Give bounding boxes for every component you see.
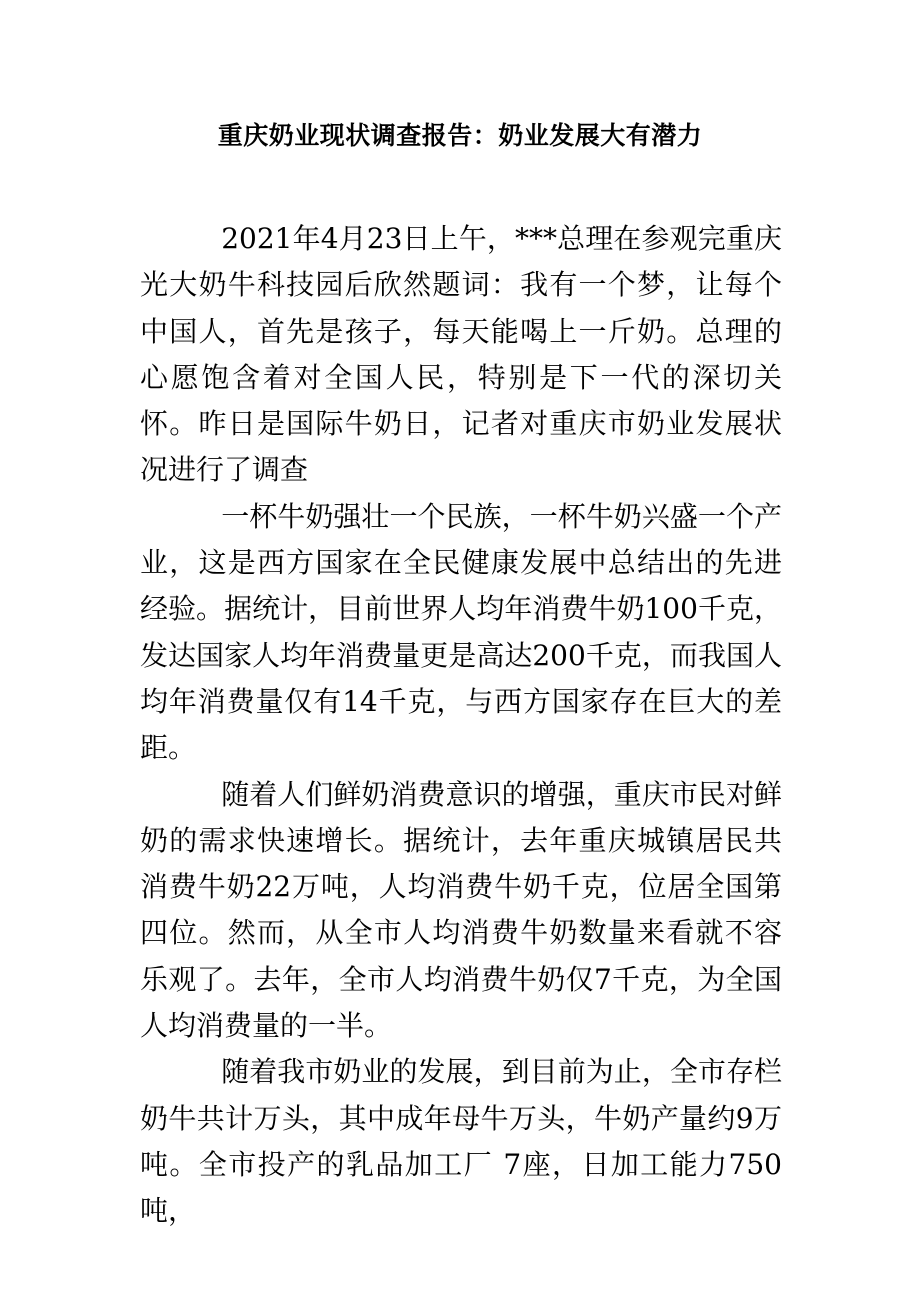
document-body xyxy=(140,216,782,1235)
paragraph-4: 随着我市奶业的发展，到目前为止，全市存栏奶牛共计万头，其中成年母牛万头，牛奶产量约9万吨。全市投产的乳品加工厂 7座，日加工能力750吨， xyxy=(140,1055,782,1228)
paragraph-3: 随着人们鲜奶消费意识的增强，重庆市民对鲜奶的需求快速增长。据统计，去年重庆城镇居民共消费牛奶22万吨，人均消费牛奶千克，位居全国第四位。然而，从全市人均消费牛奶数量来看就不容乐观了。去年，全市人均消费牛奶仅7千克，为全国人均消费量的一半。 xyxy=(140,777,782,1043)
paragraph-1: 2021年4月23日上午，***总理在参观完重庆光大奶牛科技园后欣然题词：我有一个梦，让每个中国人，首先是孩子，每天能喝上一斤奶。总理的心愿饱含着对全国人民，特别是下一代的深切关怀。昨日是国际牛奶日，记者对重庆市奶业发展状况进行了调查 xyxy=(140,222,782,487)
paragraph-2: 一杯牛奶强壮一个民族，一杯牛奶兴盛一个产业，这是西方国家在全民健康发展中总结出的先进经验。据统计，目前世界人均年消费牛奶100千克，发达国家人均年消费量更是高达200千克，而我国人均年消费量仅有14千克，与西方国家存在巨大的差距。 xyxy=(140,499,782,765)
document-title: 重庆奶业现状调查报告：奶业发展大有潜力 xyxy=(217,121,703,150)
